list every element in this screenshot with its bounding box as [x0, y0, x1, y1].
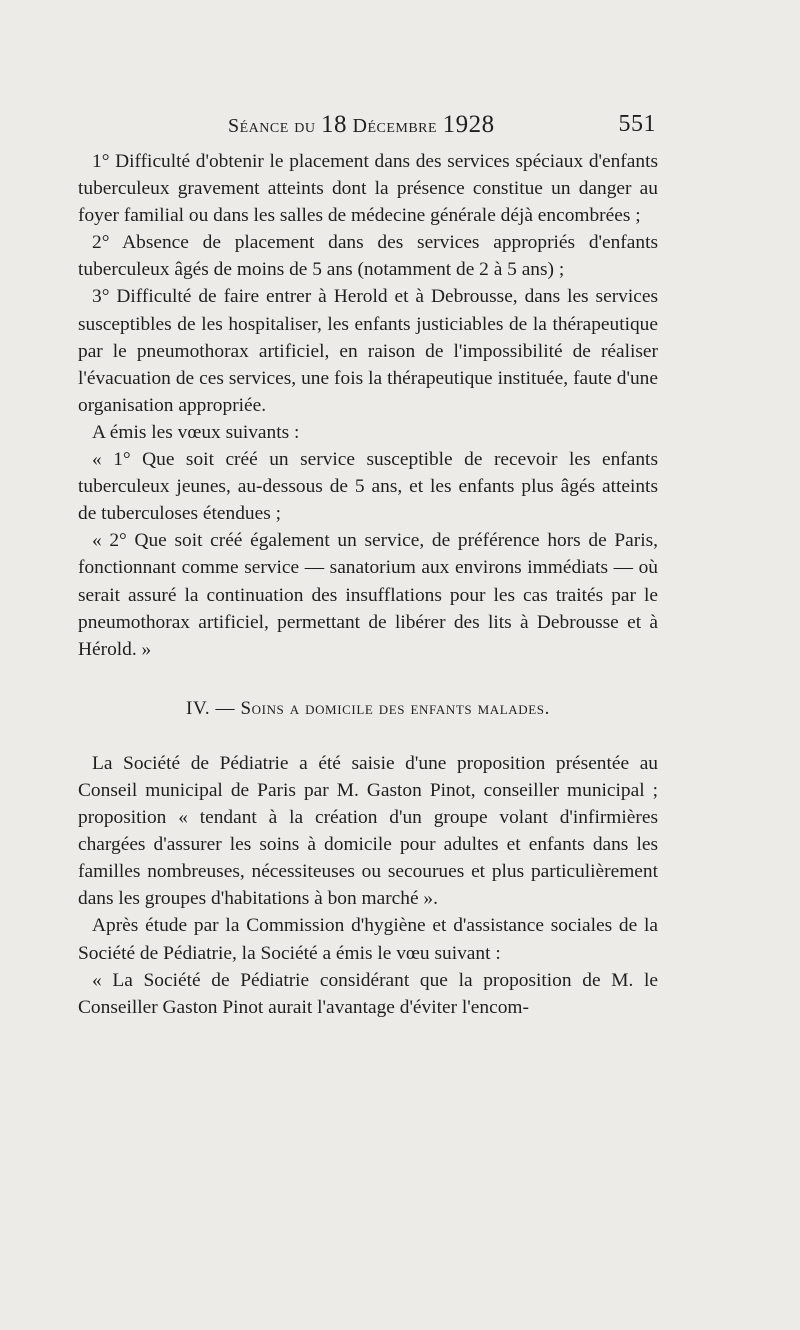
body-text [78, 148, 658, 1021]
paragraph: Après étude par la Commission d'hygiène et d'assistance sociales de la Société de Pédiatrie, la Société a émis le vœu suivant : [78, 915, 658, 964]
page-number: 551 [618, 111, 656, 137]
section-number: IV. — [186, 697, 236, 719]
title-month: Décembre [352, 115, 438, 137]
running-head-title [228, 111, 495, 139]
paragraph: 2° Absence de placement dans des services appropriés d'enfants tuberculeux âgés de moins de 5 ans (notamment de 2 à 5 ans) ; [78, 232, 658, 281]
title-day: 18 [321, 111, 348, 138]
section-title: Soins a domicile des enfants malades. [240, 697, 550, 719]
running-head [78, 111, 656, 145]
paragraph: A émis les vœux suivants : [92, 421, 300, 443]
paragraph: La Société de Pédiatrie a été saisie d'une proposition présentée au Conseil municipal de Paris par M. Gaston Pinot, conseiller municipal ; proposition « tendant à la création d'un groupe volant d'infirmières chargées d'assurer les soins à domicile pour adultes et enfants dans les familles nombreuses, nécessiteuses ou secourues et plus particulièrement dans les groupes d'habitations à bon marché ». [78, 752, 658, 910]
title-prefix: Séance du [228, 115, 316, 137]
paragraph: « 2° Que soit créé également un service, de préférence hors de Paris, fonctionnant comme service — sanatorium aux environs immédiats — où serait assuré la continuation des insufflations pour les cas traités par le pneumothorax artificiel, permettant de libérer des lits à Debrousse et à Hérold. » [78, 530, 658, 660]
title-year: 1928 [442, 111, 495, 138]
section-heading [78, 695, 658, 722]
paragraph: 3° Difficulté de faire entrer à Herold et à Debrousse, dans les services susceptibles de les hospitaliser, les enfants justiciables de la thérapeutique par le pneumothorax artificiel, en raison de l'impossibilité de réaliser l'évacuation de ces services, une fois la thérapeutique instituée, faute d'une organisation appropriée. [78, 286, 658, 416]
paragraph: « La Société de Pédiatrie considérant que la proposition de M. le Conseiller Gaston Pinot aurait l'avantage d'éviter l'encom- [78, 969, 658, 1018]
paragraph: 1° Difficulté d'obtenir le placement dans des services spéciaux d'enfants tuberculeux gravement atteints dont la présence constitue un danger au foyer familial ou dans les salles de médecine générale déjà encombrées ; [78, 151, 658, 227]
paragraph: « 1° Que soit créé un service susceptible de recevoir les enfants tuberculeux jeunes, au-dessous de 5 ans, et les enfants plus âgés atteints de tuberculoses étendues ; [78, 449, 658, 525]
